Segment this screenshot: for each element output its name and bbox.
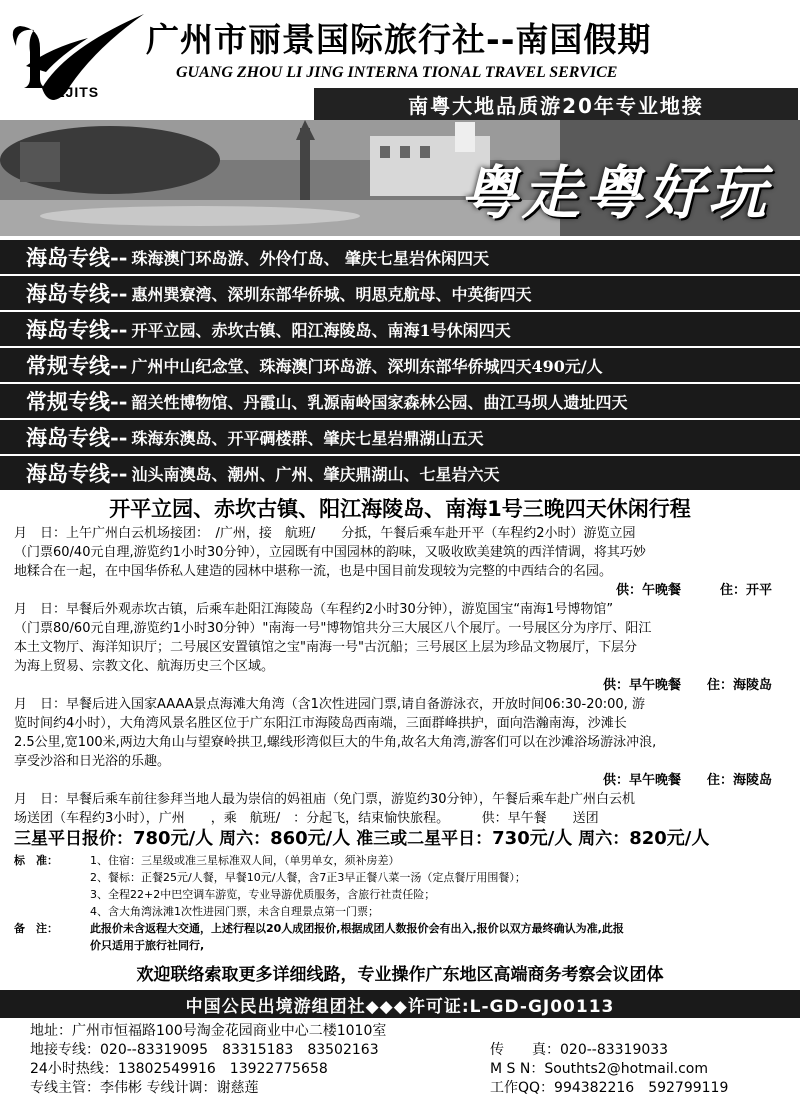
msn[interactable]: M S N：Southts2@hotmail.com: [490, 1061, 708, 1077]
route-text: 汕头南澳岛、潮州、广州、肇庆鼎湖山、七星岩六天: [131, 464, 500, 484]
day-meal: 供：早午晚餐 住：海陵岛: [602, 678, 772, 693]
service-standards: [14, 852, 794, 954]
day-line: 月 日：上午广州白云机场接团： /广州，接 航班/ 分抵，午餐后乘车赴开平（车程约2小时）游览立园: [14, 526, 636, 541]
route-item[interactable]: [0, 348, 800, 382]
route-text: 广州中山纪念堂、珠海澳门环岛游、深圳东部华侨城四天490元/人: [131, 356, 603, 376]
route-tag: 海岛专线--: [26, 245, 128, 270]
route-list: [0, 240, 800, 492]
standard-item: 3、全程22+2中巴空调车游览，专业导游优质服务，含旅行社责任险；: [90, 888, 436, 901]
hotline-24h[interactable]: 24小时热线：13802549916 13922775658: [30, 1061, 328, 1077]
day-meal: 供：午晚餐 住：开平: [615, 583, 772, 598]
route-tag: 常规专线--: [26, 353, 128, 378]
logo-text: LJITS: [56, 84, 100, 100]
day-line: 月 日：早餐后进入国家AAAA景点海滩大角湾（含1次性进园门票,请自备游泳衣，开放时间06:30-20:00, 游: [14, 697, 645, 712]
day-line: 2.5公里,宽100米,两边大角山与望寮岭拱卫,螺线形湾似巨大的牛角,故名大角湾,游客们可以在沙滩浴场游泳冲浪,: [14, 735, 657, 750]
note-label: 备 注：: [14, 922, 58, 935]
scenery-banner: [0, 120, 800, 236]
route-text: 惠州巽寮湾、深圳东部华侨城、明思克航母、中英街四天: [131, 284, 532, 304]
route-tag: 常规专线--: [26, 389, 128, 414]
itinerary-day-3: [14, 695, 790, 790]
address: 地址：广州市恒福路100号淘金花园商业中心二楼1010室: [30, 1023, 387, 1039]
route-tag: 海岛专线--: [26, 317, 128, 342]
price-value-2star: 730元/人: [492, 828, 573, 849]
day-line: （门票60/40元自理,游览约1小时30分钟），立园既有中国园林的韵味，又吸收欧美建筑的西洋情调，将其巧妙: [14, 545, 646, 560]
banner-slogan: 粤走粤好玩: [459, 159, 770, 227]
itinerary-day-2: [14, 600, 790, 695]
company-name-en: GUANG ZHOU LI JING INTERNA TIONAL TRAVEL SERVICE: [176, 64, 618, 81]
route-item[interactable]: [0, 420, 800, 454]
slogan-bar: 南粤大地品质游20年专业地接: [314, 88, 798, 120]
fax: 传 真：020--83319033: [490, 1042, 669, 1058]
day-line: 为海上贸易、宗教文化、航海历史三个区域。: [14, 659, 275, 674]
standard-item: 4、含大角湾泳滩1次性进园门票，未含自理景点第一门票；: [90, 905, 379, 918]
license-bar: 中国公民出境游组团社◆◆◆许可证:L-GD-GJ00113: [0, 990, 800, 1018]
standard-item: 2、餐标：正餐25元/人餐，早餐10元/人餐，含7正3早正餐八菜一汤（定点餐厅用围餐）；: [90, 871, 526, 884]
header: [0, 0, 800, 120]
day-line: 览时间约4小时），大角湾风景名胜区位于广东阳江市海陵岛西南端，三面群峰拱护，面向浩瀚南海，沙滩长: [14, 716, 627, 731]
standards-label: 标 准：: [14, 854, 58, 867]
price-label-3star-sat: 周六：: [219, 829, 271, 849]
itinerary-title: 开平立园、赤坎古镇、阳江海陵岛、南海1号三晚四天休闲行程: [109, 497, 691, 521]
manager: 专线主管：李伟彬 专线计调：谢慈莲: [30, 1080, 259, 1096]
itinerary-days: [14, 524, 790, 828]
route-item[interactable]: [0, 384, 800, 418]
company-name-cn: 广州市丽景国际旅行社--南国假期: [146, 20, 652, 59]
day-line: 场送团（车程约3小时），广州 ，乘 航班/ ：分起飞，结束愉快旅程。 供：早午餐 送团: [14, 811, 599, 826]
standard-item: 1、住宿：三星级或准三星标准双人间，（单男单女，须补房差）: [90, 854, 400, 867]
price-value-2star-sat: 820元/人: [629, 828, 710, 849]
price-line: [14, 824, 794, 850]
itinerary-day-1: [14, 524, 790, 600]
route-text: 珠海澳门环岛游、外伶仃岛、 肇庆七星岩休闲四天: [131, 248, 490, 268]
price-value-3star: 780元/人: [133, 828, 214, 849]
route-item[interactable]: [0, 312, 800, 346]
hotline[interactable]: 地接专线：020--83319095 83315183 83502163: [30, 1042, 379, 1058]
price-value-3star-sat: 860元/人: [270, 828, 351, 849]
day-line: 月 日：早餐后外观赤坎古镇，后乘车赴阳江海陵岛（车程约2小时30分钟），游览国宝“南海1号博物馆”: [14, 602, 614, 617]
work-qq[interactable]: 工作QQ：994382216 592799119: [490, 1080, 729, 1096]
welcome-line: 欢迎联络索取更多详细线路，专业操作广东地区高端商务考察会议团体: [136, 965, 664, 985]
itinerary-day-4: [14, 790, 790, 828]
route-text: 珠海东澳岛、开平碉楼群、肇庆七星岩鼎湖山五天: [131, 428, 484, 448]
route-item[interactable]: [0, 240, 800, 274]
route-tag: 海岛专线--: [26, 425, 128, 450]
route-text: 开平立园、赤坎古镇、阳江海陵岛、南海1号休闲四天: [131, 320, 511, 340]
price-label-2star-sat: 周六：: [578, 829, 630, 849]
day-line: 月 日：早餐后乘车前往参拜当地人最为崇信的妈祖庙（免门票，游览约30分钟），午餐后乘车赴广州白云机: [14, 792, 636, 807]
price-label-2star: 准三或二星平日：: [356, 829, 493, 849]
day-line: 享受沙浴和日光浴的乐趣。: [14, 754, 171, 769]
price-label-3star: 三星平日报价：: [14, 829, 133, 849]
note-line: 此报价未含返程大交通，上述行程以20人成团报价,根据成团人数报价会有出入,报价以双方最终确认为准,此报: [90, 922, 624, 935]
route-item[interactable]: [0, 456, 800, 490]
day-meal: 供：早午晚餐 住：海陵岛: [602, 773, 772, 788]
day-line: 本土文物厅、海洋知识厅；二号展区安置镇馆之宝"南海一号"古沉船；三号展区上层为珍品文物展厅，下层分: [14, 640, 637, 655]
route-tag: 海岛专线--: [26, 281, 128, 306]
route-text: 韶关性博物馆、丹霞山、乳源南岭国家森林公园、曲江马坝人遗址四天: [131, 392, 628, 412]
note-line: 价只适用于旅行社同行,: [90, 939, 205, 952]
route-item[interactable]: [0, 276, 800, 310]
day-line: （门票80/60元自理,游览约1小时30分钟）"南海一号"博物馆共分三大展区八个展厅。一号展区分为序厅、阳江: [14, 621, 652, 636]
contact-info: [30, 1022, 790, 1098]
day-line: 地糅合在一起，在中国华侨私人建造的园林中堪称一流，也是中国目前发现较为完整的中西结合的名园。: [14, 564, 613, 579]
route-tag: 海岛专线--: [26, 461, 128, 486]
